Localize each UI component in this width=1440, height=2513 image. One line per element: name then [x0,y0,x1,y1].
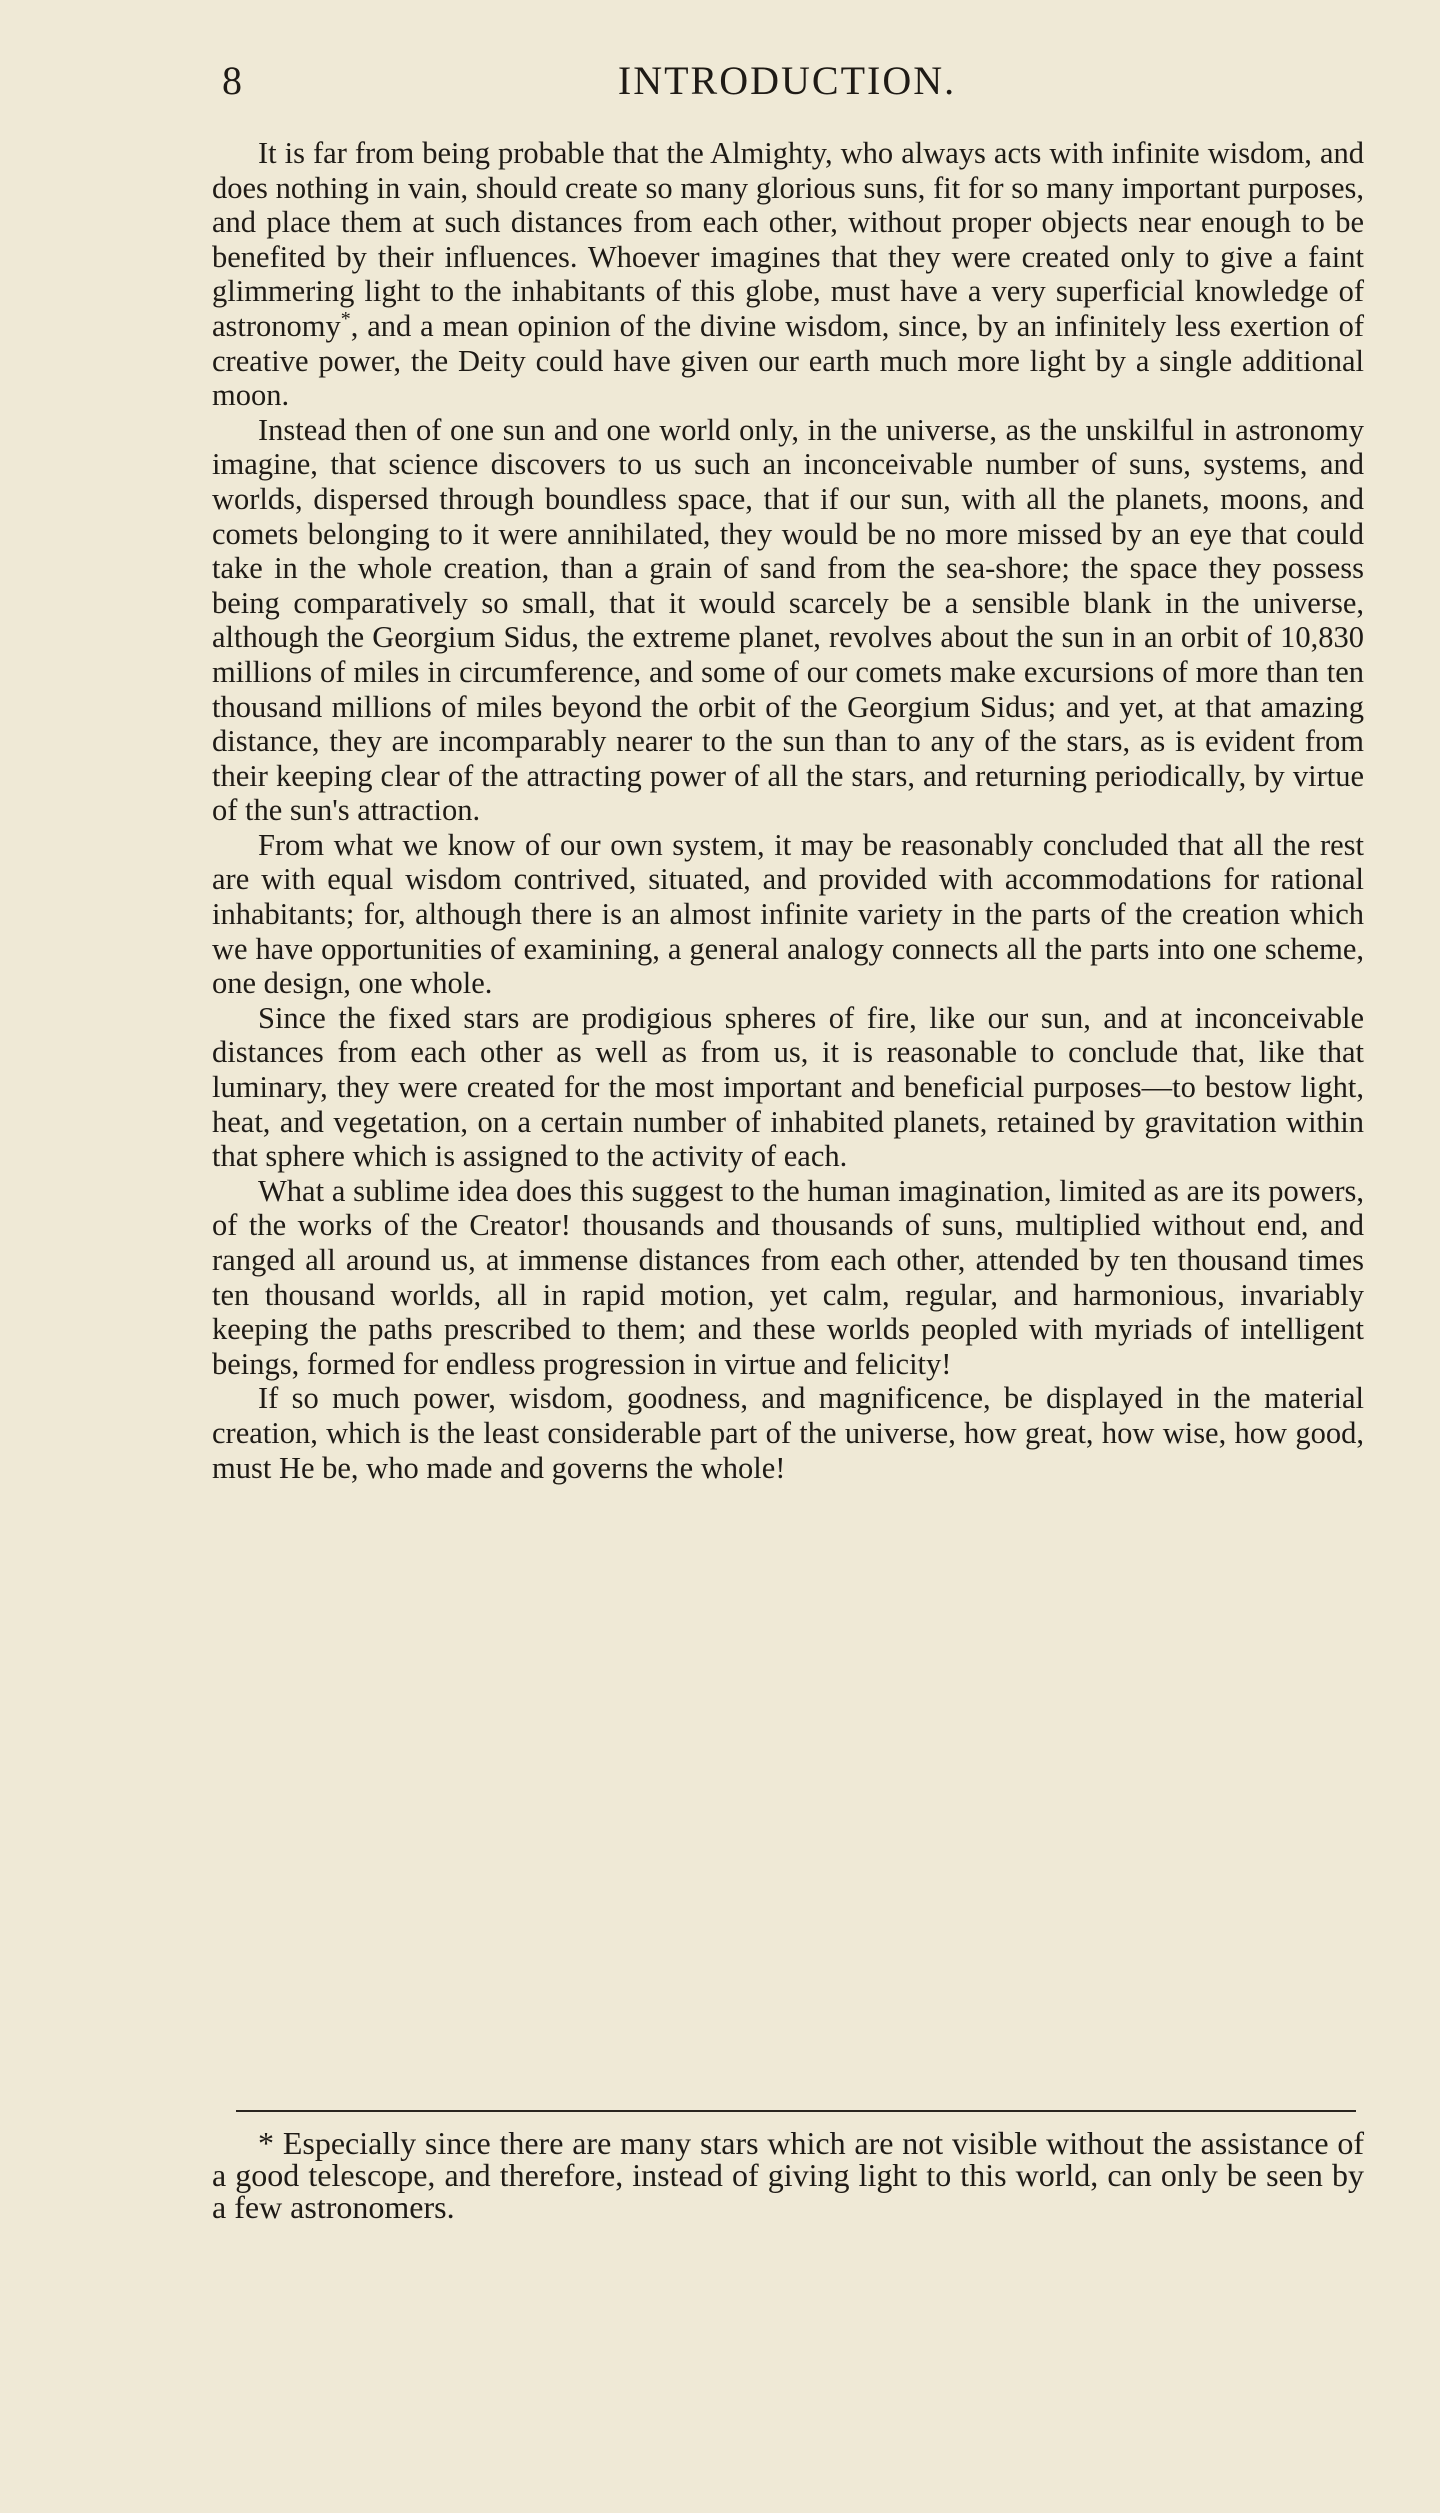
footnote-text: Especially since there are many stars which are not visible without the assistance of a good telescope, and therefore, instead of giving light to this world, can only be seen by a few astronomers. [212,2125,1365,2225]
footnote-divider [236,2110,1356,2112]
paragraph-2: Instead then of one sun and one world only, in the universe, as the unskilful in astronomy imagine, that science discovers to us such an inconceivable number of suns, systems, and worlds, dispersed through boundless space, that if our sun, with all the planets, moons, and comets belonging to it were annihilated, they would be no more missed by an eye that could take in the whole creation, than a grain of sand from the sea-shore; the space they possess being comparatively so small, that it would scarcely be a sensible blank in the universe, although the Georgium Sidus, the extreme planet, revolves about the sun in an orbit of 10,830 millions of miles in circumference, and some of our comets make excursions of more than ten thousand millions of miles beyond the orbit of the Georgium Sidus; and yet, at that amazing distance, they are incomparably nearer to the sun than to any of the stars, as is evident from their keeping clear of the attracting power of all the stars, and returning periodically, by virtue of the sun's attraction. [212,412,1364,828]
paragraph-1-text-after: , and a mean opinion of the divine wisdom, since, by an infinitely less exertion of creative power, the Deity could have given our earth much more light by a single additional moon. [212,308,1364,413]
paragraph-1 [212,136,1364,413]
paragraph-3: From what we know of our own system, it may be reasonably concluded that all the rest are with equal wisdom contrived, situated, and provided with accommodations for rational inhabitants; for, although there is an almost infinite variety in the parts of the creation which we have opportunities of examining, a general analogy connects all the parts into one scheme, one design, one whole. [212,827,1364,1001]
footnote-text-block [212,2127,1364,2223]
footnote-mark: * [258,2125,274,2161]
footnote [212,2127,1364,2223]
paragraph-4: Since the fixed stars are prodigious spheres of fire, like our sun, and at inconceivable distances from each other as well as from us, it is reasonable to conclude that, like that luminary, they were created for the most important and beneficial purposes—to bestow light, heat, and vegetation, on a certain number of inhabited planets, retained by gravitation within that sphere which is assigned to the activity of each. [212,1000,1364,1174]
paragraph-5: What a sublime idea does this suggest to the human imagination, limited as are its powers, of the works of the Creator! thousands and thousands of suns, multiplied without end, and ranged all around us, at immense distances from each other, attended by ten thousand times ten thousand worlds, all in rapid motion, yet calm, regular, and harmonious, invariably keeping the paths prescribed to them; and these worlds peopled with myriads of intelligent beings, formed for endless progression in virtue and felicity! [212,1173,1364,1381]
paragraph-6: If so much power, wisdom, goodness, and magnificence, be displayed in the material creation, which is the least considerable part of the universe, how great, how wise, how good, must He be, who made and governs the whole! [212,1381,1364,1485]
running-head [222,56,1352,106]
paragraph-1-text-before: It is far from being probable that the Almighty, who always acts with infinite wisdom, and does nothing in vain, should create so many glorious suns, fit for so many important purposes, and place them at such distances from each other, without proper objects near enough to be benefited by their influences. Whoever imagines that they were created only to give a faint glimmering light to the inhabitants of this globe, must have a very superficial knowledge of astronomy [212,136,1364,343]
running-title: INTRODUCTION. [617,58,957,103]
body-text [212,136,1364,1485]
footnote-reference: * [340,307,351,330]
page-number: 8 [222,58,242,103]
